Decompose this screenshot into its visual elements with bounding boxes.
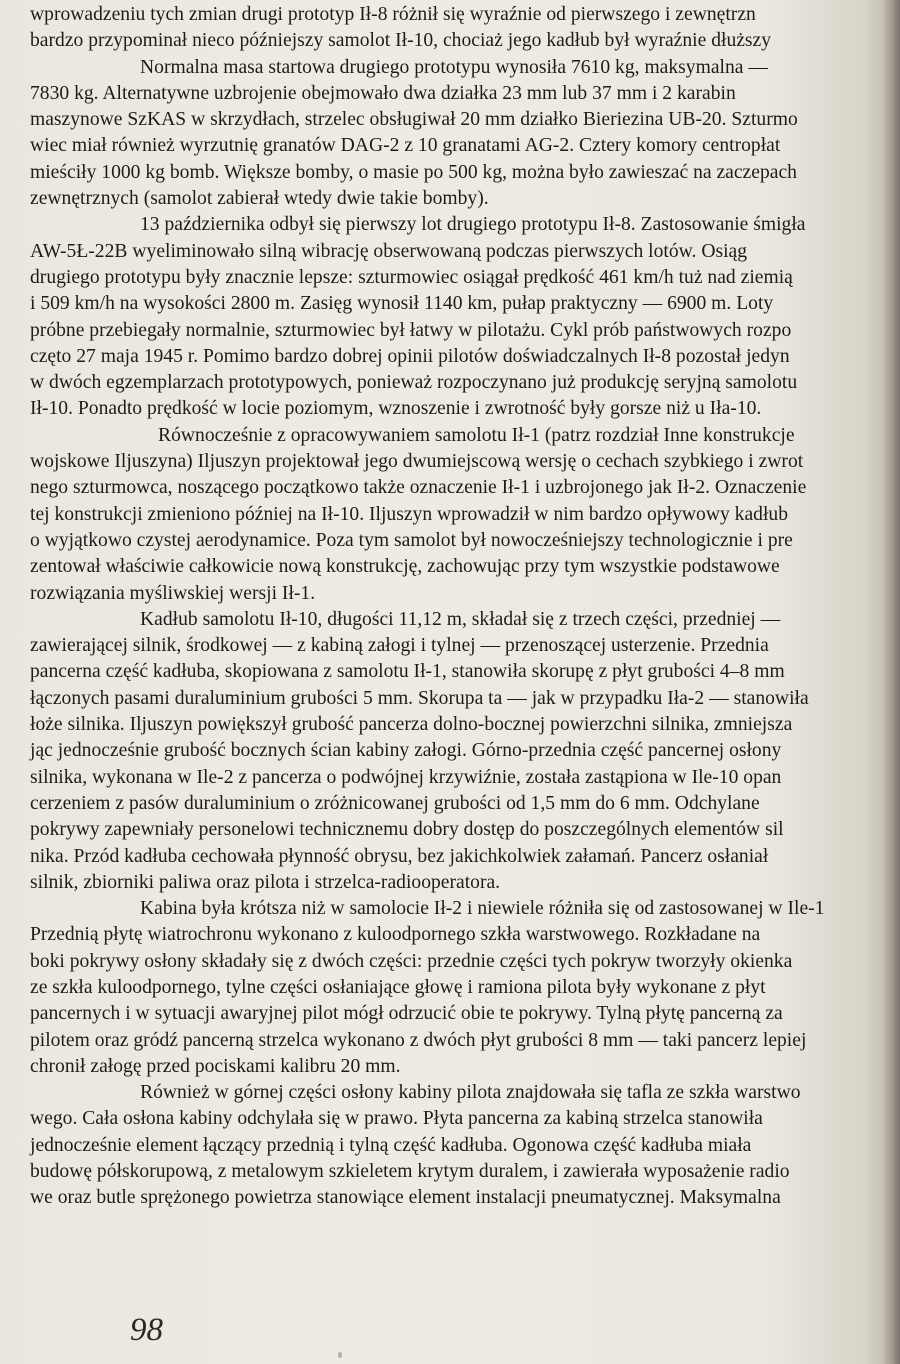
text-line: pokrywy zapewniały personelowi technicznemu dobry dostęp do poszczególnych elementów sil <box>30 819 784 841</box>
text-line: zawierającej silnik, środkowej — z kabiną załogi i tylnej — przenoszącej usterzenie. Przednia <box>30 635 769 657</box>
text-line: i 509 km/h na wysokości 2800 m. Zasięg wynosił 1140 km, pułap praktyczny — 6900 m. Loty <box>30 293 774 315</box>
text-line: budowę półskorupową, z metalowym szkieletem krytym duralem, i zawierała wyposażenie radio <box>30 1161 790 1183</box>
text-line: Przednią płytę wiatrochronu wykonano z kuloodpornego szkła warstwowego. Rozkładane na <box>30 924 761 946</box>
text-line: silnika, wykonana w Ile-2 z pancerza o podwójnej krzywiźnie, została zastąpiona w Ile-10 opan <box>30 766 782 788</box>
text-line: ze szkła kuloodpornego, tylne części osłaniające głowę i ramiona pilota były wykonane z płyt <box>30 976 766 998</box>
text-line: zentował właściwie całkowicie nową konstrukcję, zachowując przy tym wszystkie podstawowe <box>30 556 780 578</box>
text-line: boki pokrywy osłony składały się z dwóch części: przednie części tych pokryw tworzyły okienka <box>30 950 793 972</box>
text-line: bardzo przypominał nieco późniejszy samolot Ił-10, chociaż jego kadłub był wyraźnie dłuższy <box>30 30 772 52</box>
text-line: zewnętrznych (samolot zabierał wtedy dwie takie bomby). <box>30 188 489 210</box>
paragraph-start-line: Również w górnej części osłony kabiny pilota znajdowała się tafla ze szkła warstwo <box>140 1082 801 1104</box>
text-line: jąc jednocześnie grubość bocznych ścian kabiny załogi. Górno-przednia część pancernej osłony <box>30 740 782 762</box>
text-line: Ił-10. Ponadto prędkość w locie poziomym, wznoszenie i zwrotność były gorsze niż u Iła-10. <box>30 398 762 420</box>
text-line: o wyjątkowo czystej aerodynamice. Poza tym samolot był nowocześniejszy technologicznie i pre <box>30 529 793 551</box>
text-line: wiec miał również wyrzutnię granatów DAG-2 z 10 granatami AG-2. Cztery komory centropłat <box>30 135 781 157</box>
text-line: nego szturmowca, noszącego początkowo także oznaczenie Ił-1 i uzbrojonego jak Ił-2. Oznaczenie <box>30 477 807 499</box>
text-line: rozwiązania myśliwskiej wersji Ił-1. <box>30 582 316 604</box>
text-line: drugiego prototypu były znacznie lepsze: szturmowiec osiągał prędkość 461 km/h tuż nad ziemią <box>30 266 793 288</box>
text-line: nika. Przód kadłuba cechowała płynność obrysu, bez jakichkolwiek załamań. Pancerz osłaniał <box>30 845 769 867</box>
text-line: pancerna część kadłuba, skopiowana z samolotu Ił-1, stanowiła skorupę z płyt grubości 4–8 mm <box>30 661 785 683</box>
text-line: chronił załogę przed pociskami kalibru 20 mm. <box>30 1055 401 1077</box>
text-line: maszynowe SzKAS w skrzydłach, strzelec obsługiwał 20 mm działko Bieriezina UB-20. Szturmo <box>30 109 798 131</box>
text-line: wojskowe Iljuszyna) Iljuszyn projektował jego dwumiejscową wersję o cechach szybkiego i zwrot <box>30 451 804 473</box>
paper-speck <box>338 1352 342 1358</box>
text-line: w dwóch egzemplarzach prototypowych, ponieważ rozpoczynano już produkcję seryjną samolotu <box>30 372 798 394</box>
text-line: mieściły 1000 kg bomb. Większe bomby, o masie po 500 kg, można było zawieszać na zaczepach <box>30 161 797 183</box>
page-number: 98 <box>130 1312 163 1348</box>
text-line: wego. Cała osłona kabiny odchylała się w prawo. Płyta pancerna za kabiną strzelca stanowiła <box>30 1108 763 1130</box>
paragraph-start-line: Równocześnie z opracowywaniem samolotu Ił-1 (patrz rozdział Inne konstrukcje <box>158 424 795 446</box>
text-line: próbne przebiegały normalnie, szturmowiec był łatwy w pilotażu. Cykl prób państwowych rozpo <box>30 319 792 341</box>
text-line: 7830 kg. Alternatywne uzbrojenie obejmowało dwa działka 23 mm lub 37 mm i 2 karabin <box>30 82 736 104</box>
paragraph-start-line: Kabina była krótsza niż w samolocie Ił-2 i niewiele różniła się od zastosowanej w Ile-1 <box>140 898 825 920</box>
text-line: pilotem oraz gródź pancerną strzelca wykonano z dwóch płyt grubości 8 mm — taki pancerz lepiej <box>30 1029 807 1051</box>
text-line: cerzeniem z pasów duraluminium o zróżnicowanej grubości od 1,5 mm do 6 mm. Odchylane <box>30 792 760 814</box>
text-line: pancernych i w sytuacji awaryjnej pilot mógł odrzucić obie te pokrywy. Tylną płytę pancerną za <box>30 1003 783 1025</box>
text-line: łączonych pasami duraluminium grubości 5 mm. Skorupa ta — jak w przypadku Iła-2 — stanowiła <box>30 687 809 709</box>
paragraph-start-line: 13 października odbył się pierwszy lot drugiego prototypu Ił-8. Zastosowanie śmigła <box>140 214 806 236</box>
text-line: jednocześnie element łączący przednią i tylną część kadłuba. Ogonowa część kadłuba miała <box>30 1134 752 1156</box>
body-text <box>30 2 900 1212</box>
text-line: we oraz butle sprężonego powietrza stanowiące element instalacji pneumatycznej. Maksymalna <box>30 1187 781 1209</box>
text-line: wprowadzeniu tych zmian drugi prototyp Ił-8 różnił się wyraźnie od pierwszego i zewnętrzn <box>30 4 756 25</box>
text-line: tej konstrukcji zmieniono później na Ił-10. Iljuszyn wprowadził w nim bardzo opływowy kadłub <box>30 503 789 525</box>
text-line: częto 27 maja 1945 r. Pomimo bardzo dobrej opinii pilotów doświadczalnych Ił-8 pozostał jedyn <box>30 345 790 367</box>
text-line: AW-5Ł-22B wyeliminowało silną wibrację obserwowaną podczas pierwszych lotów. Osiąg <box>30 240 748 262</box>
text-line: łoże silnika. Iljuszyn powiększył grubość pancerza dolno-bocznej powierzchni silnika, zmniejsza <box>30 714 793 736</box>
text-line: silnik, zbiorniki paliwa oraz pilota i strzelca-radiooperatora. <box>30 871 501 893</box>
paragraph-start-line: Kadłub samolotu Ił-10, długości 11,12 m, składał się z trzech części, przedniej — <box>140 608 781 630</box>
paragraph-start-line: Normalna masa startowa drugiego prototypu wynosiła 7610 kg, maksymalna — <box>140 56 768 78</box>
